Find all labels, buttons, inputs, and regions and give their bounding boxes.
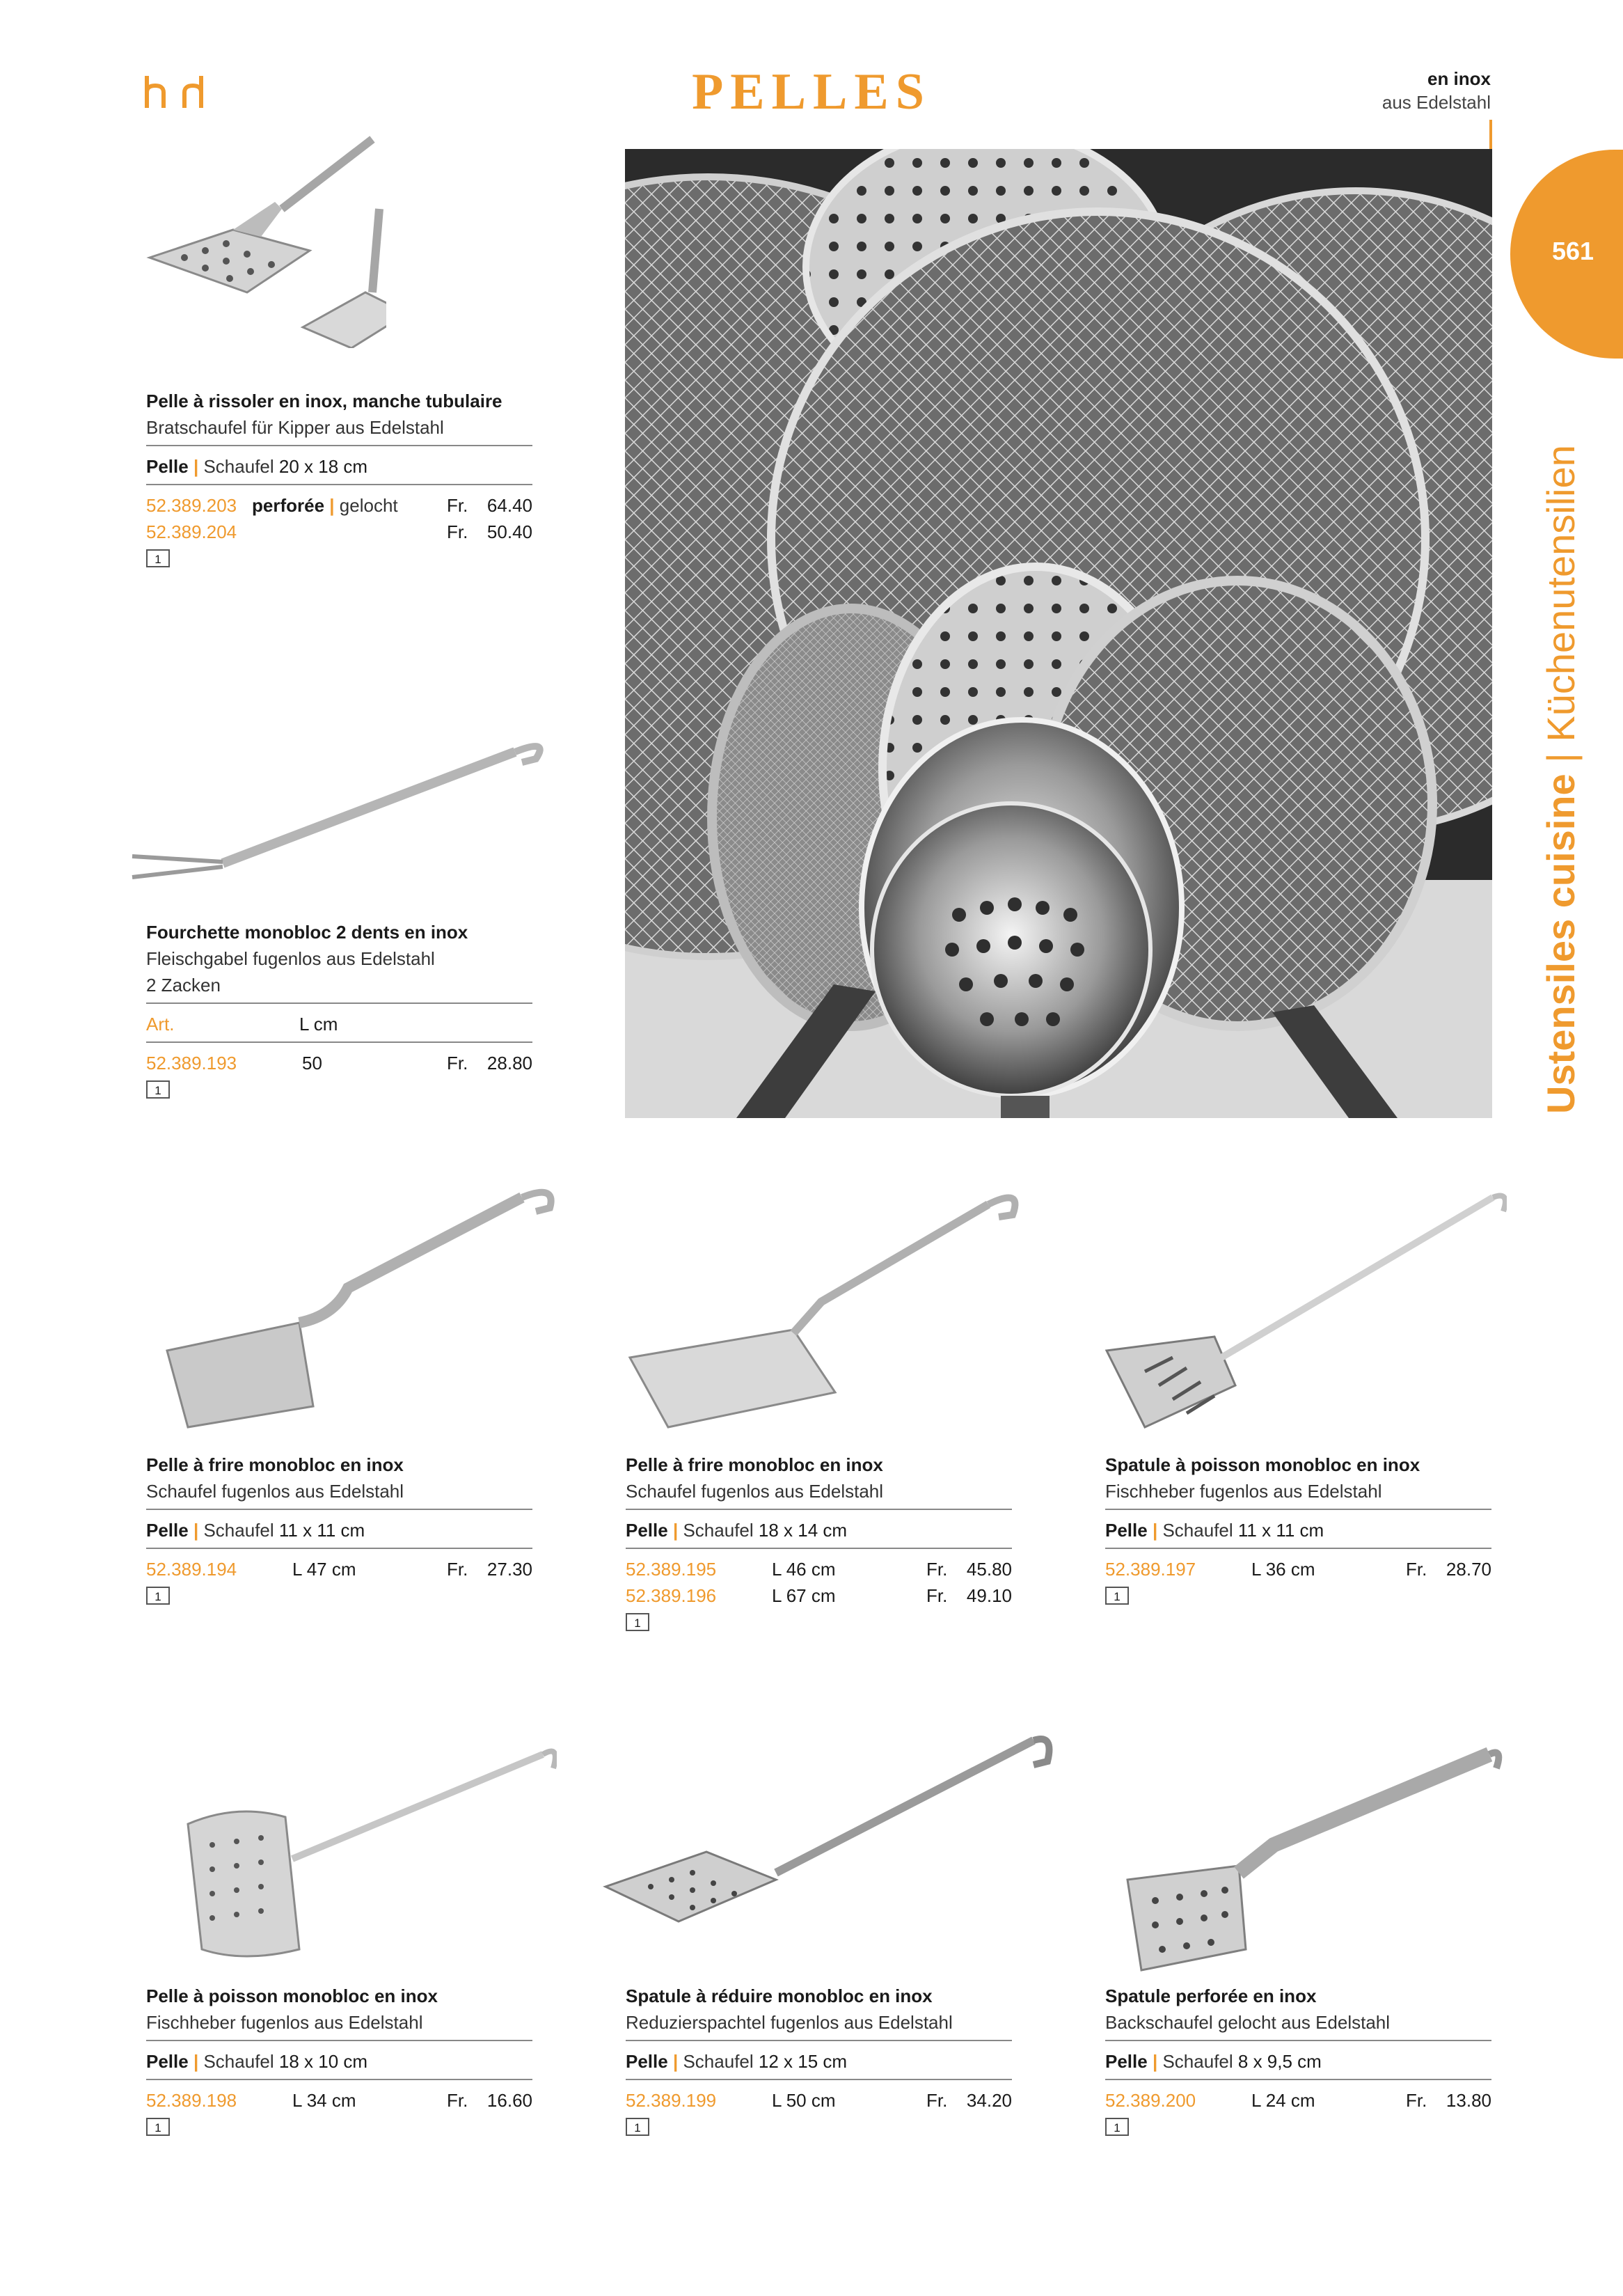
product-name-de: Reduzierspachtel fugenlos aus Edelstahl: [626, 2012, 953, 2033]
frying-shovel-large-image: [626, 1184, 1023, 1434]
product-card-fish-spatula: [1105, 1452, 1491, 1605]
price: 50.40: [486, 521, 532, 542]
price: 27.30: [486, 1559, 532, 1580]
skimmers-photo: [625, 149, 1492, 1118]
divider: [146, 1002, 532, 1004]
product-spec: Pelle | Schaufel 12 x 15 cm: [626, 2051, 848, 2072]
material-fr: en inox: [1427, 68, 1491, 89]
product-name-de: Bratschaufel für Kipper aus Edelstahl: [146, 417, 444, 438]
pack-quantity-box: 1: [146, 1080, 170, 1099]
product-name-fr: Pelle à frire monobloc en inox: [626, 1454, 883, 1475]
product-card-rissoler: [146, 388, 532, 567]
article-number: 52.389.194: [146, 1559, 237, 1580]
page-number: 561: [1551, 237, 1594, 265]
divider: [146, 445, 532, 446]
section-title: [1538, 445, 1583, 1114]
price: 34.20: [966, 2090, 1012, 2111]
product-name-de: Schaufel fugenlos aus Edelstahl: [626, 1481, 884, 1502]
product-name-de-2: 2 Zacken: [146, 975, 221, 996]
product-name-de: Fischheber fugenlos aus Edelstahl: [1105, 1481, 1382, 1502]
section-sep: |: [1539, 741, 1583, 774]
product-spec: Pelle | Schaufel 8 x 9,5 cm: [1105, 2051, 1322, 2072]
product-name-de: Fischheber fugenlos aus Edelstahl: [146, 2012, 423, 2033]
perforated-spatula-image: [1114, 1727, 1503, 1977]
divider: [626, 2040, 1012, 2041]
price-row: 52.389.194 L 47 cm Fr. 27.30: [146, 1556, 532, 1582]
divider: [626, 2079, 1012, 2080]
price-row: 52.389.197 L 36 cm Fr. 28.70: [1105, 1556, 1491, 1582]
article-number: 52.389.193: [146, 1053, 237, 1074]
table-header: Art. L cm: [146, 1014, 338, 1035]
product-name-fr: Spatule perforée en inox: [1105, 1986, 1317, 2006]
price: 28.70: [1446, 1559, 1491, 1580]
product-name-fr: Pelle à rissoler en inox, manche tubulaire: [146, 391, 502, 411]
price: 49.10: [966, 1585, 1012, 1606]
divider: [626, 1548, 1012, 1549]
price-row: 52.389.200 L 24 cm Fr. 13.80: [1105, 2087, 1491, 2114]
divider: [1105, 1509, 1491, 1510]
product-name-fr: Pelle à poisson monobloc en inox: [146, 1986, 438, 2006]
price-row: 52.389.195 L 46 cm Fr. 45.80: [626, 1556, 1012, 1582]
product-card-fork: [146, 919, 532, 1099]
pack-quantity-box: 1: [1105, 1587, 1129, 1605]
header-divider: [1489, 120, 1492, 150]
product-name-fr: Pelle à frire monobloc en inox: [146, 1454, 404, 1475]
fish-shovel-image: [181, 1740, 557, 1963]
price: 45.80: [966, 1559, 1012, 1580]
section-de: Küchenutensilien: [1539, 445, 1583, 742]
pack-quantity-box: 1: [146, 549, 170, 567]
material-de: aus Edelstahl: [1381, 92, 1491, 113]
page-title: PELLES: [692, 63, 931, 120]
product-spec: Pelle | Schaufel 20 x 18 cm: [146, 456, 368, 477]
product-spec: Pelle | Schaufel 11 x 11 cm: [146, 1520, 365, 1541]
price-row: 52.389.203 perforée | gelocht Fr. 64.40: [146, 492, 532, 519]
price-row: 52.389.193 50 Fr. 28.80: [146, 1050, 532, 1076]
divider: [146, 2040, 532, 2041]
divider: [146, 484, 532, 485]
price: 64.40: [486, 495, 532, 516]
material-note: [1382, 67, 1491, 114]
pack-quantity-box: 1: [1105, 2118, 1129, 2136]
pack-quantity-box: 1: [146, 2118, 170, 2136]
price-row: 52.389.199 L 50 cm Fr. 34.20: [626, 2087, 1012, 2114]
rissoler-shovel-image: [143, 132, 386, 348]
reducing-spatula-image: [602, 1727, 1054, 1935]
product-name-fr: Spatule à réduire monobloc en inox: [626, 1986, 933, 2006]
article-number: 52.389.199: [626, 2090, 717, 2111]
article-number: 52.389.195: [626, 1559, 717, 1580]
divider: [1105, 1548, 1491, 1549]
price-row: 52.389.204 Fr. 50.40: [146, 519, 532, 545]
divider: [146, 1548, 532, 1549]
price: 13.80: [1446, 2090, 1491, 2111]
product-name-fr: Fourchette monobloc 2 dents en inox: [146, 922, 468, 943]
fish-spatula-small-image: [1103, 1184, 1507, 1434]
price-row: 52.389.196 L 67 cm Fr. 49.10: [626, 1582, 1012, 1609]
divider: [146, 1509, 532, 1510]
product-card-fish-shovel: [146, 1983, 532, 2136]
divider: [146, 1041, 532, 1043]
product-name-de: Fleischgabel fugenlos aus Edelstahl: [146, 948, 435, 969]
product-card-frying-large: [626, 1452, 1012, 1631]
article-number: 52.389.197: [1105, 1559, 1196, 1580]
product-spec: Pelle | Schaufel 18 x 10 cm: [146, 2051, 368, 2072]
section-fr: Ustensiles cuisine: [1539, 773, 1583, 1114]
frying-shovel-small-image: [160, 1184, 557, 1434]
divider: [146, 2079, 532, 2080]
price: 28.80: [486, 1053, 532, 1074]
article-number: 52.389.200: [1105, 2090, 1196, 2111]
divider: [626, 1509, 1012, 1510]
article-number: 52.389.198: [146, 2090, 237, 2111]
divider: [1105, 2040, 1491, 2041]
product-card-perforated-spatula: [1105, 1983, 1491, 2136]
fork-image: [125, 724, 557, 891]
pack-quantity-box: 1: [626, 1613, 649, 1631]
variant: perforée | gelocht: [252, 495, 398, 516]
price-row: 52.389.198 L 34 cm Fr. 16.60: [146, 2087, 532, 2114]
product-name-de: Schaufel fugenlos aus Edelstahl: [146, 1481, 404, 1502]
product-name-de: Backschaufel gelocht aus Edelstahl: [1105, 2012, 1391, 2033]
product-card-reducing-spatula: [626, 1983, 1012, 2136]
product-spec: Pelle | Schaufel 18 x 14 cm: [626, 1520, 848, 1541]
product-name-fr: Spatule à poisson monobloc en inox: [1105, 1454, 1420, 1475]
product-spec: Pelle | Schaufel 11 x 11 cm: [1105, 1520, 1324, 1541]
price: 16.60: [486, 2090, 532, 2111]
article-number: 52.389.203: [146, 495, 237, 516]
divider: [1105, 2079, 1491, 2080]
pack-quantity-box: 1: [146, 1587, 170, 1605]
product-card-frying-small: [146, 1452, 532, 1605]
article-number: 52.389.204: [146, 521, 237, 542]
pack-quantity-box: 1: [626, 2118, 649, 2136]
article-number: 52.389.196: [626, 1585, 717, 1606]
